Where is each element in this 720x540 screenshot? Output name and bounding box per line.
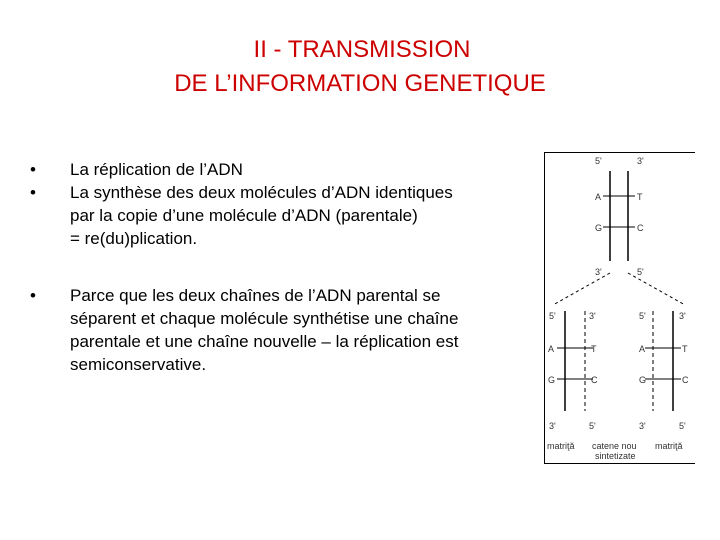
base-label: A [548, 344, 555, 354]
label-5prime: 5' [595, 156, 602, 166]
caption-new-strands: catene nou [592, 441, 637, 451]
label-3prime: 3' [589, 311, 596, 321]
bullet-item-2 [30, 181, 530, 250]
fork-dashed-right [628, 273, 685, 305]
label-5prime: 5' [639, 311, 646, 321]
label-3prime: 3' [679, 311, 686, 321]
bullet-text-line: = re(du)plication. [70, 229, 198, 248]
base-label: C [591, 375, 598, 385]
bullet-text-line: par la copie d’une molécule d’ADN (parentale) [70, 206, 418, 225]
label-5prime: 5' [637, 267, 644, 277]
base-label: G [639, 375, 647, 385]
label-5prime: 5' [549, 311, 556, 321]
base-label: A [639, 344, 646, 354]
bullet-text-line: séparent et chaque molécule synthétise une chaîne [70, 309, 459, 328]
bullet-list [30, 158, 530, 376]
base-label: A [595, 192, 602, 202]
bullet-item-3 [30, 284, 530, 376]
bullet-text-line: Parce que les deux chaînes de l’ADN parental se [70, 286, 441, 305]
caption-template: matriţă [655, 441, 683, 451]
caption-template: matriţă [547, 441, 575, 451]
dna-replication-figure [545, 153, 695, 463]
bullet-item-1 [30, 158, 530, 181]
label-5prime: 5' [589, 421, 596, 431]
label-3prime: 3' [637, 156, 644, 166]
slide-title-line-2: DE L’INFORMATION GENETIQUE [174, 70, 546, 97]
label-3prime: 3' [549, 421, 556, 431]
slide-title-line-1: II - TRANSMISSION [253, 36, 471, 63]
caption-new-strands: sintetizate [595, 451, 636, 461]
fork-dashed-left [553, 273, 610, 305]
base-label: C [637, 223, 644, 233]
bullet-text-line: La réplication de l’ADN [70, 160, 243, 179]
base-label: G [595, 223, 603, 233]
bullet-text-line: parentale et une chaîne nouvelle – la réplication est [70, 332, 459, 351]
base-label: G [548, 375, 556, 385]
bullet-marker: • [30, 160, 36, 179]
base-label: T [637, 192, 643, 202]
bullet-marker: • [30, 183, 36, 202]
bullet-marker: • [30, 286, 36, 305]
base-label: T [591, 344, 597, 354]
label-3prime: 3' [639, 421, 646, 431]
base-label: C [682, 375, 689, 385]
base-label: T [682, 344, 688, 354]
label-5prime: 5' [679, 421, 686, 431]
label-3prime: 3' [595, 267, 602, 277]
dna-replication-diagram [544, 152, 695, 464]
bullet-text-line: semiconservative. [70, 355, 207, 374]
bullet-text-line: La synthèse des deux molécules d’ADN identiques [70, 183, 453, 202]
